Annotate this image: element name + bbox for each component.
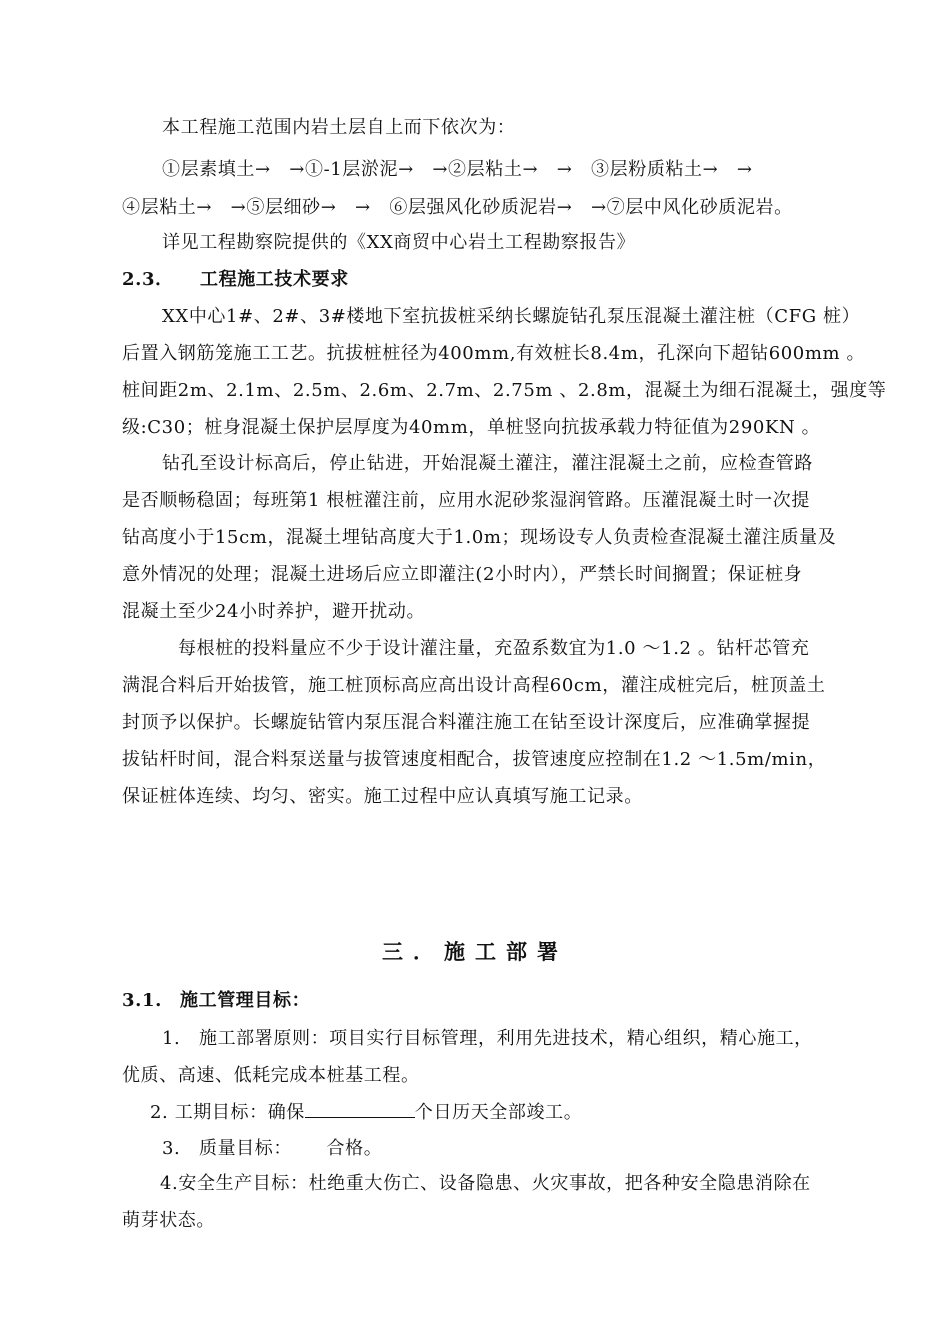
- paragraph-line: 详见工程勘察院提供的《XX商贸中心岩土工程勘察报告》: [162, 232, 636, 253]
- paragraph-line: XX中心1#、2#、3#楼地下室抗拔桩采纳长螺旋钻孔泵压混凝土灌注桩（CFG 桩）: [162, 306, 861, 327]
- paragraph-line: 本工程施工范围内岩土层自上而下依次为：: [162, 117, 516, 138]
- paragraph-line: 桩间距2m、2.1m、2.5m、2.6m、2.7m、2.75m 、2.8m，混凝土为细石混凝土，强度等: [122, 380, 887, 401]
- paragraph-line: ④层粘土→ →⑤层细砂→ → ⑥层强风化砂质泥岩→ →⑦层中风化砂质泥岩。: [122, 197, 793, 218]
- paragraph-line: 优质、高速、低耗完成本桩基工程。: [122, 1065, 420, 1086]
- paragraph-line: 1. 施工部署原则：项目实行目标管理，利用先进技术，精心组织，精心施工，: [162, 1028, 813, 1049]
- paragraph-line: 是否顺畅稳固；每班第1 根桩灌注前，应用水泥砂浆湿润管路。压灌混凝土时一次提: [122, 490, 810, 511]
- paragraph-line: 保证桩体连续、均匀、密实。施工过程中应认真填写施工记录。: [122, 786, 643, 807]
- section-heading: 工程施工技术要求: [200, 269, 349, 290]
- paragraph-line: 拔钻杆时间，混合料泵送量与拔管速度相配合，拔管速度应控制在1.2 ～1.5m/min，: [122, 749, 827, 770]
- paragraph-line: 萌芽状态。: [122, 1210, 215, 1231]
- section-number: 3.1.: [122, 990, 162, 1011]
- schedule-target-suffix: 个日历天全部竣工。: [414, 1102, 583, 1123]
- paragraph-line: 3. 质量目标： 合格。: [162, 1138, 383, 1159]
- section-number: 2.3．: [122, 269, 174, 290]
- paragraph-line: 混凝土至少24小时养护，避开扰动。: [122, 601, 426, 622]
- section-heading: 施工管理目标：: [180, 990, 311, 1011]
- paragraph-line: 级:C30；桩身混凝土保护层厚度为40mm，单桩竖向抗拔承载力特征值为290KN 。: [122, 417, 821, 438]
- paragraph-line: ①层素填土→ →①-1层淤泥→ →②层粘土→ → ③层粉质粘土→ →: [162, 159, 753, 180]
- paragraph-line: 满混合料后开始拔管，施工桩顶标高应高出设计高程60cm，灌注成桩完后，桩顶盖土: [122, 675, 826, 696]
- paragraph-line: 钻高度小于15cm，混凝土埋钻高度大于1.0m；现场设专人负责检查混凝土灌注质量及: [122, 527, 837, 548]
- schedule-target-line: [150, 1101, 582, 1125]
- paragraph-line: 钻孔至设计标高后，停止钻进，开始混凝土灌注，灌注混凝土之前，应检查管路: [162, 453, 813, 474]
- blank-underline: [305, 1101, 415, 1118]
- paragraph-line: 每根桩的投料量应不少于设计灌注量，充盈系数宜为1.0 ～1.2 。钻杆芯管充: [178, 638, 810, 659]
- paragraph-line: 4.安全生产目标：杜绝重大伤亡、设备隐患、火灾事故，把各种安全隐患消除在: [160, 1173, 811, 1194]
- paragraph-line: 封顶予以保护。长螺旋钻管内泵压混合料灌注施工在钻至设计深度后，应准确掌握提: [122, 712, 811, 733]
- paragraph-line: 后置入钢筋笼施工工艺。抗拔桩桩径为400mm,有效桩长8.4m，孔深向下超钻600mm 。: [122, 343, 866, 364]
- schedule-target-label: 2. 工期目标：确保: [150, 1102, 305, 1123]
- paragraph-line: 意外情况的处理；混凝土进场后应立即灌注(2小时内），严禁长时间搁置；保证桩身: [122, 564, 803, 585]
- chapter-heading: 三．施工部署: [382, 939, 568, 964]
